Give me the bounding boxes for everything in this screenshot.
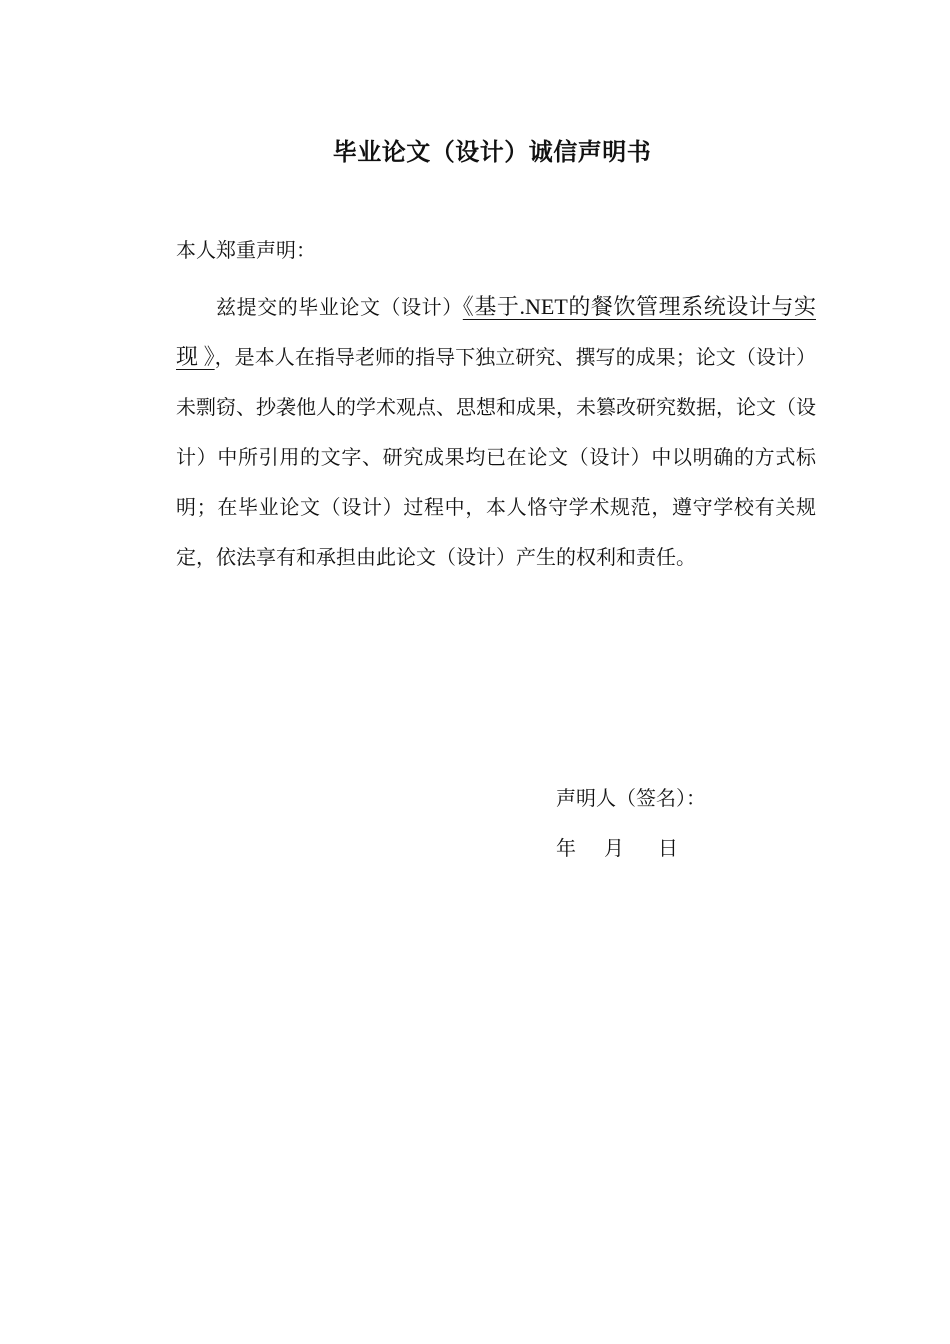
- signature-label: 声明人（签名）：: [556, 786, 706, 810]
- date-line: [556, 834, 678, 862]
- salutation: 本人郑重声明：: [176, 238, 316, 262]
- date-month-label: 月: [604, 836, 624, 860]
- declaration-paragraph: [176, 282, 816, 582]
- paragraph-rest: ，是本人在指导老师的指导下独立研究、撰写的成果；论文（设计）未剽窃、抄袭他人的学术观点、思想和成果，未篡改研究数据，论文（设计）中所引用的文字、研究成果均已在论文（设计）中以明确的方式标明；在毕业论文（设计）过程中，本人恪守学术规范，遵守学校有关规定，依法享有和承担由此论文（设计）产生的权利和责任。: [176, 345, 816, 569]
- paragraph-lead: 兹提交的毕业论文（设计）: [216, 295, 463, 319]
- thesis-title: 《基于.NET的餐饮管理系统设计与实现 》: [176, 294, 816, 369]
- date-day-label: 日: [658, 836, 678, 860]
- page-title: 毕业论文（设计）诚信声明书: [332, 138, 652, 166]
- date-year-label: 年: [556, 836, 576, 860]
